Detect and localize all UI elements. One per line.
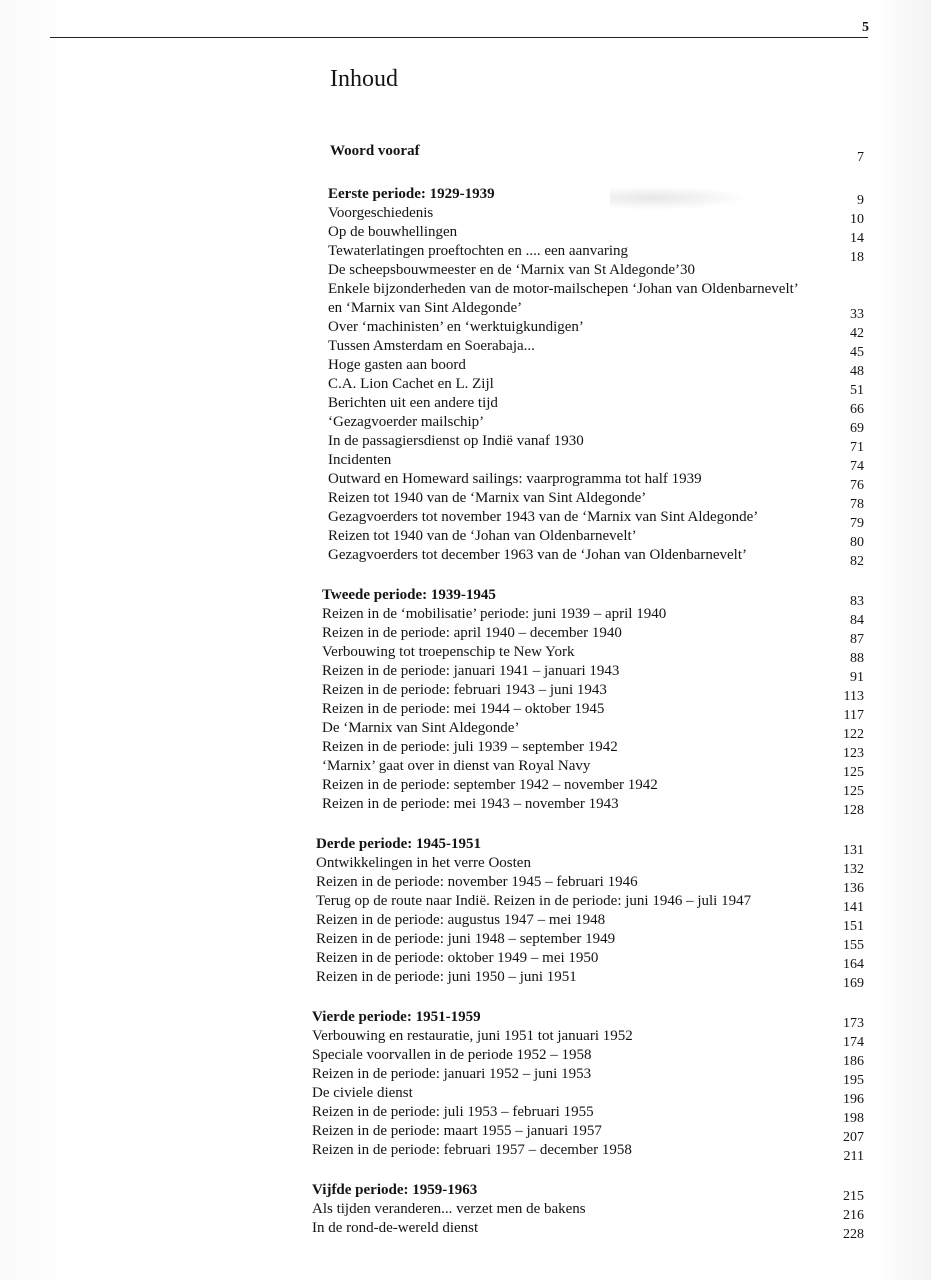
toc-entry-text: Speciale voorvallen in de periode 1952 – 1958 bbox=[312, 1047, 592, 1063]
toc-page-number: 71 bbox=[850, 440, 864, 455]
section-heading bbox=[328, 185, 872, 208]
toc-entry bbox=[316, 930, 872, 953]
toc-entry bbox=[328, 546, 872, 569]
toc-page-number: 69 bbox=[850, 421, 864, 436]
toc-page-number: 48 bbox=[850, 364, 864, 379]
toc-page-number: 18 bbox=[850, 250, 864, 265]
toc-page-number: 88 bbox=[850, 651, 864, 666]
toc-page-number: 84 bbox=[850, 613, 864, 628]
toc-page-number: 117 bbox=[843, 708, 864, 723]
toc-page-number: 14 bbox=[850, 231, 864, 246]
toc-entry bbox=[328, 261, 872, 280]
toc-page-number: 125 bbox=[843, 784, 864, 799]
section-heading-text: Vijfde periode: 1959-1963 bbox=[312, 1182, 478, 1198]
toc-entry bbox=[328, 375, 872, 398]
section-heading bbox=[316, 835, 872, 858]
toc-entry-text: Reizen in de periode: juli 1939 – september 1942 bbox=[322, 739, 618, 755]
toc-entry-text: ‘Marnix’ gaat over in dienst van Royal Navy bbox=[322, 758, 591, 774]
toc-entry bbox=[328, 280, 872, 299]
toc-entry-text: Reizen tot 1940 van de ‘Marnix van Sint Aldegonde’ bbox=[328, 490, 647, 506]
toc-entry-text: Reizen in de periode: februari 1957 – december 1958 bbox=[312, 1142, 632, 1158]
toc-page-number: 198 bbox=[843, 1111, 864, 1126]
toc-entry-text: ‘Gezagvoerder mailschip’ bbox=[328, 414, 485, 430]
toc-entry bbox=[328, 413, 872, 436]
toc-entry-text: Reizen tot 1940 van de ‘Johan van Oldenbarnevelt’ bbox=[328, 528, 637, 544]
toc-entry-text: Als tijden veranderen... verzet men de bakens bbox=[312, 1201, 586, 1217]
toc-entry bbox=[328, 451, 872, 474]
toc-page-number: 195 bbox=[843, 1073, 864, 1088]
toc-page-number: 125 bbox=[843, 765, 864, 780]
toc-page-number: 82 bbox=[850, 554, 864, 569]
toc-page-number: 76 bbox=[850, 478, 864, 493]
toc-entry-text: Berichten uit een andere tijd bbox=[328, 395, 498, 411]
section-heading-text: Derde periode: 1945-1951 bbox=[316, 836, 481, 852]
section-heading-text: Woord vooraf bbox=[330, 143, 420, 159]
toc-entry bbox=[328, 394, 872, 417]
toc-page-number: 211 bbox=[843, 1149, 864, 1164]
toc-entry bbox=[312, 1046, 872, 1069]
toc-entry bbox=[328, 223, 872, 246]
toc-entry-text: Hoge gasten aan boord bbox=[328, 357, 466, 373]
toc-page-number: 83 bbox=[850, 594, 864, 609]
toc-entry bbox=[328, 337, 872, 360]
toc-entry-text: De scheepsbouwmeester en de ‘Marnix van St Aldegonde’30 bbox=[328, 262, 695, 278]
toc-entry bbox=[316, 911, 872, 934]
toc-page-number: 131 bbox=[843, 843, 864, 858]
toc-entry-text: Gezagvoerders tot november 1943 van de ‘Marnix van Sint Aldegonde’ bbox=[328, 509, 759, 525]
toc-entry bbox=[328, 432, 872, 455]
toc-page-number: 174 bbox=[843, 1035, 864, 1050]
section-heading bbox=[312, 1181, 872, 1204]
section-heading bbox=[322, 586, 872, 609]
toc-entry-text: Reizen in de periode: juli 1953 – februari 1955 bbox=[312, 1104, 594, 1120]
toc-page-number: 215 bbox=[843, 1189, 864, 1204]
toc-entry bbox=[322, 795, 872, 818]
toc-entry-text: Enkele bijzonderheden van de motor-mailschepen ‘Johan van Oldenbarnevelt’ bbox=[328, 281, 799, 297]
toc-entry-text: Reizen in de periode: september 1942 – november 1942 bbox=[322, 777, 658, 793]
toc-entry bbox=[312, 1122, 872, 1145]
toc-entry bbox=[316, 949, 872, 972]
toc-entry-text: De civiele dienst bbox=[312, 1085, 413, 1101]
toc-entry-text: Tussen Amsterdam en Soerabaja... bbox=[328, 338, 535, 354]
toc-entry-text: C.A. Lion Cachet en L. Zijl bbox=[328, 376, 494, 392]
toc-entry-text: Reizen in de periode: augustus 1947 – mei 1948 bbox=[316, 912, 606, 928]
section-heading bbox=[330, 142, 872, 165]
toc-page-number: 10 bbox=[850, 212, 864, 227]
toc-entry bbox=[322, 700, 872, 723]
toc-entry-text: In de rond-de-wereld dienst bbox=[312, 1220, 479, 1236]
toc-entry bbox=[328, 489, 872, 512]
toc-entry bbox=[328, 299, 872, 322]
toc-page-number: 33 bbox=[850, 307, 864, 322]
toc-page-number: 164 bbox=[843, 957, 864, 972]
toc-page-number: 91 bbox=[850, 670, 864, 685]
toc-page-number: 42 bbox=[850, 326, 864, 341]
toc-entry-text: Incidenten bbox=[328, 452, 392, 468]
toc-entry bbox=[312, 1027, 872, 1050]
toc-entry-text: Reizen in de periode: maart 1955 – januari 1957 bbox=[312, 1123, 602, 1139]
toc-entry-text: Op de bouwhellingen bbox=[328, 224, 458, 240]
toc-entry bbox=[312, 1141, 872, 1164]
toc-entry bbox=[316, 892, 872, 915]
toc-page-number: 79 bbox=[850, 516, 864, 531]
toc-page-number: 196 bbox=[843, 1092, 864, 1107]
toc-page-number: 186 bbox=[843, 1054, 864, 1069]
toc-entry bbox=[312, 1084, 872, 1107]
toc-page-number: 207 bbox=[843, 1130, 864, 1145]
toc-entry-text: Reizen in de periode: november 1945 – februari 1946 bbox=[316, 874, 638, 890]
toc-page-number: 9 bbox=[857, 193, 864, 208]
toc-entry bbox=[316, 854, 872, 877]
section-gap bbox=[312, 987, 872, 1008]
toc-page-number: 7 bbox=[857, 150, 864, 165]
page-number: 5 bbox=[862, 20, 869, 35]
section-gap bbox=[312, 814, 872, 835]
toc-page-number: 173 bbox=[843, 1016, 864, 1031]
section-gap bbox=[312, 1160, 872, 1181]
toc-entry-text: Reizen in de periode: juni 1948 – september 1949 bbox=[316, 931, 616, 947]
toc-entry-text: Reizen in de periode: mei 1943 – november 1943 bbox=[322, 796, 619, 812]
toc-entry bbox=[316, 873, 872, 896]
toc-page-number: 169 bbox=[843, 976, 864, 991]
toc-page-number: 132 bbox=[843, 862, 864, 877]
toc-entry bbox=[312, 1200, 872, 1223]
toc-entry-text: Reizen in de periode: april 1940 – december 1940 bbox=[322, 625, 622, 641]
toc-entry-text: Over ‘machinisten’ en ‘werktuigkundigen’ bbox=[328, 319, 584, 335]
toc-page-number: 151 bbox=[843, 919, 864, 934]
toc-page-number: 123 bbox=[843, 746, 864, 761]
toc-page-number: 45 bbox=[850, 345, 864, 360]
toc-page-number: 113 bbox=[843, 689, 864, 704]
toc-page-number: 74 bbox=[850, 459, 864, 474]
toc-entry-text: Verbouwing tot troepenschip te New York bbox=[322, 644, 575, 660]
toc-entry-text: Terug op de route naar Indië. Reizen in de periode: juni 1946 – juli 1947 bbox=[316, 893, 752, 909]
toc-entry-text: Gezagvoerders tot december 1963 van de ‘Johan van Oldenbarnevelt’ bbox=[328, 547, 747, 563]
toc-entry bbox=[322, 662, 872, 685]
table-of-contents bbox=[312, 142, 872, 1242]
toc-page-number: 78 bbox=[850, 497, 864, 512]
toc-entry-text: Reizen in de periode: januari 1941 – januari 1943 bbox=[322, 663, 620, 679]
toc-page-number: 141 bbox=[843, 900, 864, 915]
toc-entry-text: De ‘Marnix van Sint Aldegonde’ bbox=[322, 720, 520, 736]
toc-entry bbox=[328, 508, 872, 531]
toc-entry-text: Outward en Homeward sailings: vaarprogramma tot half 1939 bbox=[328, 471, 702, 487]
toc-entry-text: In de passagiersdienst op Indië vanaf 1930 bbox=[328, 433, 584, 449]
toc-entry-text: Reizen in de periode: februari 1943 – juni 1943 bbox=[322, 682, 607, 698]
toc-entry bbox=[328, 242, 872, 265]
page-title: Inhoud bbox=[330, 66, 398, 92]
toc-entry-text: en ‘Marnix van Sint Aldegonde’ bbox=[328, 300, 523, 316]
header-rule bbox=[50, 37, 868, 38]
section-gap bbox=[312, 565, 872, 586]
toc-entry bbox=[322, 624, 872, 647]
toc-entry-text: Verbouwing en restauratie, juni 1951 tot januari 1952 bbox=[312, 1028, 633, 1044]
toc-entry bbox=[312, 1219, 872, 1242]
toc-page-number: 128 bbox=[843, 803, 864, 818]
toc-entry bbox=[328, 527, 872, 550]
toc-page-number: 216 bbox=[843, 1208, 864, 1223]
toc-page-number: 87 bbox=[850, 632, 864, 647]
toc-entry-text: Tewaterlatingen proeftochten en .... een aanvaring bbox=[328, 243, 629, 259]
section-heading bbox=[312, 1008, 872, 1031]
toc-entry bbox=[328, 470, 872, 493]
toc-entry-text: Reizen in de periode: juni 1950 – juni 1951 bbox=[316, 969, 577, 985]
toc-page-number: 122 bbox=[843, 727, 864, 742]
toc-entry-text: Ontwikkelingen in het verre Oosten bbox=[316, 855, 531, 871]
toc-entry-text: Reizen in de periode: oktober 1949 – mei 1950 bbox=[316, 950, 599, 966]
toc-entry-text: Reizen in de periode: mei 1944 – oktober 1945 bbox=[322, 701, 605, 717]
toc-entry bbox=[322, 738, 872, 761]
toc-page-number: 80 bbox=[850, 535, 864, 550]
toc-entry bbox=[312, 1065, 872, 1088]
toc-entry-text: Reizen in de periode: januari 1952 – juni 1953 bbox=[312, 1066, 592, 1082]
toc-entry bbox=[328, 204, 872, 227]
toc-entry bbox=[316, 968, 872, 991]
toc-page-number: 51 bbox=[850, 383, 864, 398]
toc-entry-text: Voorgeschiedenis bbox=[328, 205, 434, 221]
toc-entry bbox=[322, 757, 872, 780]
section-heading-text: Tweede periode: 1939-1945 bbox=[322, 587, 496, 603]
toc-page-number: 228 bbox=[843, 1227, 864, 1242]
toc-page-number: 66 bbox=[850, 402, 864, 417]
toc-entry bbox=[322, 605, 872, 628]
toc-entry bbox=[328, 356, 872, 379]
toc-entry bbox=[322, 776, 872, 799]
toc-entry bbox=[328, 318, 872, 341]
toc-page-number: 155 bbox=[843, 938, 864, 953]
toc-page-number: 136 bbox=[843, 881, 864, 896]
toc-entry bbox=[312, 1103, 872, 1126]
toc-entry bbox=[322, 643, 872, 666]
section-gap bbox=[312, 161, 872, 185]
section-heading-text: Eerste periode: 1929-1939 bbox=[328, 186, 495, 202]
toc-entry bbox=[322, 719, 872, 742]
section-heading-text: Vierde periode: 1951-1959 bbox=[312, 1009, 481, 1025]
toc-entry-text: Reizen in de ‘mobilisatie’ periode: juni 1939 – april 1940 bbox=[322, 606, 667, 622]
toc-entry bbox=[322, 681, 872, 704]
